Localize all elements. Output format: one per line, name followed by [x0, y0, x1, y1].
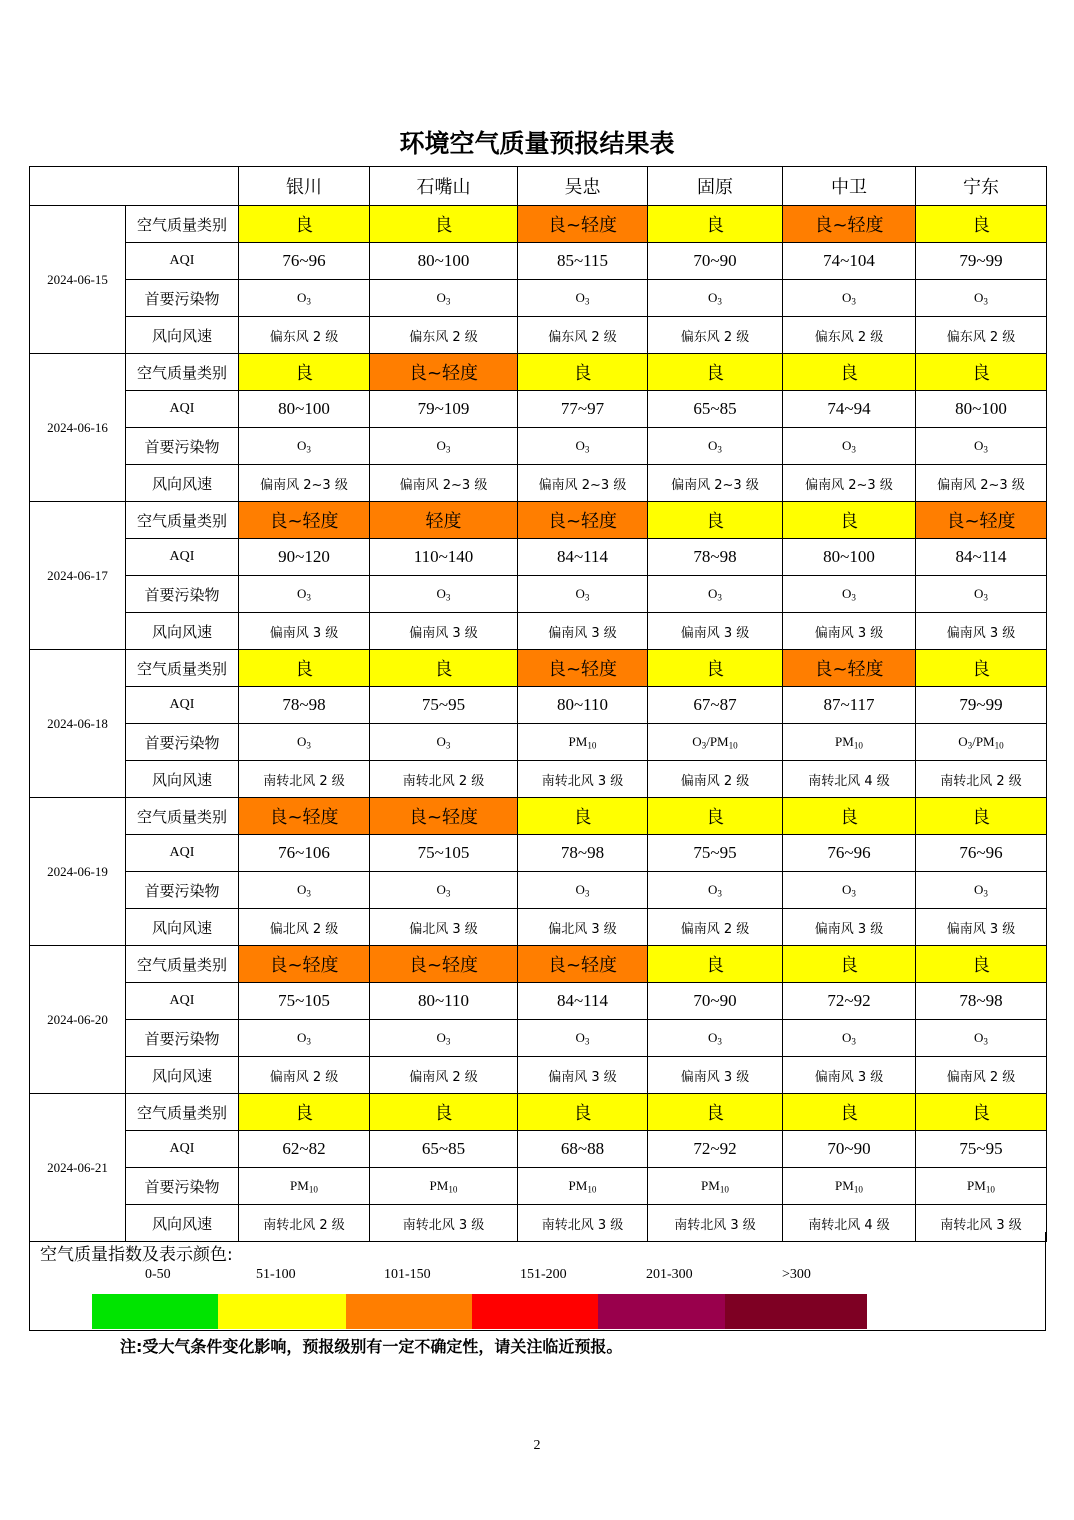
pollutant-cell: $O_3$: [370, 724, 518, 761]
legend-swatch-maroon: [725, 1294, 867, 1329]
pollutant-cell: $O_3$: [783, 280, 916, 317]
forecast-row-pollutant: [30, 428, 1047, 465]
row-label-aqi: AQI: [126, 391, 239, 428]
forecast-row-category: [30, 206, 1047, 243]
wind-cell: 偏南风 2~3 级: [518, 465, 648, 502]
pollutant-cell: $O_3$: [370, 1020, 518, 1057]
row-label-aqi: AQI: [126, 835, 239, 872]
forecast-row-aqi: [30, 687, 1047, 724]
wind-cell: 偏东风 2 级: [518, 317, 648, 354]
pollutant-cell: $O_3$: [239, 576, 370, 613]
wind-cell: 南转北风 3 级: [648, 1205, 783, 1242]
pollutant-cell: $PM_{10}$: [783, 1168, 916, 1205]
legend-swatch-yellow: [218, 1294, 346, 1329]
wind-cell: 偏南风 3 级: [916, 613, 1047, 650]
aqi-cell: 79~99: [916, 243, 1047, 280]
forecast-row-category: [30, 650, 1047, 687]
header-row: [30, 167, 1047, 206]
forecast-note: 注:受大气条件变化影响，预报级别有一定不确定性，请关注临近预报。: [120, 1337, 623, 1356]
aqi-cell: 85~115: [518, 243, 648, 280]
wind-cell: 南转北风 2 级: [239, 1205, 370, 1242]
wind-cell: 南转北风 4 级: [783, 1205, 916, 1242]
aqi-cell: 80~110: [518, 687, 648, 724]
wind-cell: 偏南风 3 级: [518, 1057, 648, 1094]
wind-cell: 偏南风 2~3 级: [239, 465, 370, 502]
forecast-row-aqi: [30, 835, 1047, 872]
wind-cell: 南转北风 3 级: [916, 1205, 1047, 1242]
forecast-row-wind: [30, 761, 1047, 798]
aqi-cell: 75~105: [239, 983, 370, 1020]
city-header: 银川: [239, 167, 370, 206]
aqi-cell: 80~100: [916, 391, 1047, 428]
row-label-category: 空气质量类别: [126, 502, 239, 539]
category-cell: 良~轻度: [370, 354, 518, 391]
wind-cell: 偏南风 3 级: [783, 1057, 916, 1094]
category-cell: 良: [239, 354, 370, 391]
forecast-row-category: [30, 502, 1047, 539]
forecast-row-pollutant: [30, 576, 1047, 613]
aqi-cell: 80~100: [783, 539, 916, 576]
pollutant-cell: $PM_{10}$: [370, 1168, 518, 1205]
header-corner-cell: [30, 167, 239, 206]
category-cell: 良: [648, 946, 783, 983]
wind-cell: 南转北风 2 级: [239, 761, 370, 798]
pollutant-cell: $PM_{10}$: [518, 724, 648, 761]
date-cell: 2024-06-20: [30, 946, 126, 1094]
aqi-cell: 70~90: [648, 983, 783, 1020]
row-label-pollutant: 首要污染物: [126, 872, 239, 909]
category-cell: 良~轻度: [783, 650, 916, 687]
category-cell: 良: [783, 946, 916, 983]
category-cell: 良~轻度: [370, 946, 518, 983]
pollutant-cell: $PM_{10}$: [239, 1168, 370, 1205]
aqi-cell: 84~114: [518, 539, 648, 576]
row-label-category: 空气质量类别: [126, 798, 239, 835]
legend-swatch-orange: [346, 1294, 472, 1329]
aqi-color-legend: [29, 1232, 1046, 1331]
category-cell: 良: [783, 354, 916, 391]
aqi-cell: 76~96: [916, 835, 1047, 872]
date-cell: 2024-06-19: [30, 798, 126, 946]
wind-cell: 南转北风 3 级: [518, 1205, 648, 1242]
pollutant-cell: $O_3$: [916, 280, 1047, 317]
forecast-row-wind: [30, 317, 1047, 354]
wind-cell: 偏南风 2~3 级: [648, 465, 783, 502]
pollutant-cell: $O_3$: [783, 576, 916, 613]
category-cell: 良: [648, 354, 783, 391]
aqi-cell: 74~104: [783, 243, 916, 280]
aqi-cell: 76~96: [783, 835, 916, 872]
wind-cell: 偏南风 3 级: [648, 1057, 783, 1094]
aqi-cell: 110~140: [370, 539, 518, 576]
pollutant-cell: $O_3$: [370, 280, 518, 317]
wind-cell: 偏南风 3 级: [518, 613, 648, 650]
forecast-row-wind: [30, 613, 1047, 650]
aqi-cell: 72~92: [648, 1131, 783, 1168]
category-cell: 良: [648, 502, 783, 539]
category-cell: 良~轻度: [518, 946, 648, 983]
wind-cell: 南转北风 3 级: [370, 1205, 518, 1242]
page-number: 2: [533, 1438, 541, 1453]
row-label-category: 空气质量类别: [126, 650, 239, 687]
aqi-cell: 84~114: [916, 539, 1047, 576]
category-cell: 良: [239, 1094, 370, 1131]
pollutant-cell: $O_3$: [648, 872, 783, 909]
legend-swatch-purple: [598, 1294, 725, 1329]
category-cell: 良: [370, 1094, 518, 1131]
aqi-cell: 78~98: [518, 835, 648, 872]
wind-cell: 偏南风 3 级: [370, 613, 518, 650]
category-cell: 良: [916, 798, 1047, 835]
row-label-category: 空气质量类别: [126, 1094, 239, 1131]
pollutant-cell: $O_3/PM_{10}$: [648, 724, 783, 761]
aqi-cell: 80~110: [370, 983, 518, 1020]
forecast-row-wind: [30, 465, 1047, 502]
row-label-category: 空气质量类别: [126, 946, 239, 983]
category-cell: 良~轻度: [783, 206, 916, 243]
pollutant-cell: $O_3$: [239, 280, 370, 317]
forecast-row-category: [30, 946, 1047, 983]
wind-cell: 偏南风 3 级: [648, 613, 783, 650]
pollutant-cell: $O_3$: [239, 724, 370, 761]
wind-cell: 偏北风 3 级: [518, 909, 648, 946]
wind-cell: 偏南风 3 级: [239, 613, 370, 650]
category-cell: 良: [783, 1094, 916, 1131]
pollutant-cell: $PM_{10}$: [783, 724, 916, 761]
category-cell: 良~轻度: [518, 206, 648, 243]
forecast-row-aqi: [30, 539, 1047, 576]
pollutant-cell: $O_3$: [370, 872, 518, 909]
category-cell: 良: [916, 946, 1047, 983]
category-cell: 良~轻度: [518, 650, 648, 687]
category-cell: 良~轻度: [239, 946, 370, 983]
category-cell: 良: [916, 354, 1047, 391]
pollutant-cell: $O_3$: [648, 576, 783, 613]
aqi-cell: 76~96: [239, 243, 370, 280]
aqi-cell: 75~105: [370, 835, 518, 872]
category-cell: 良: [239, 650, 370, 687]
wind-cell: 偏东风 2 级: [916, 317, 1047, 354]
row-label-aqi: AQI: [126, 243, 239, 280]
row-label-aqi: AQI: [126, 687, 239, 724]
row-label-pollutant: 首要污染物: [126, 280, 239, 317]
category-cell: 良: [648, 206, 783, 243]
category-cell: 良: [518, 798, 648, 835]
category-cell: 良: [370, 206, 518, 243]
wind-cell: 偏东风 2 级: [370, 317, 518, 354]
aqi-cell: 76~106: [239, 835, 370, 872]
category-cell: 良: [370, 650, 518, 687]
category-cell: 良: [518, 354, 648, 391]
category-cell: 轻度: [370, 502, 518, 539]
row-label-pollutant: 首要污染物: [126, 1168, 239, 1205]
row-label-aqi: AQI: [126, 539, 239, 576]
city-header: 固原: [648, 167, 783, 206]
wind-cell: 偏东风 2 级: [783, 317, 916, 354]
wind-cell: 南转北风 4 级: [783, 761, 916, 798]
category-cell: 良~轻度: [916, 502, 1047, 539]
forecast-row-category: [30, 354, 1047, 391]
legend-range-label: 151-200: [520, 1267, 567, 1282]
pollutant-cell: $O_3$: [916, 428, 1047, 465]
aqi-cell: 75~95: [916, 1131, 1047, 1168]
forecast-row-category: [30, 798, 1047, 835]
aqi-cell: 68~88: [518, 1131, 648, 1168]
wind-cell: 偏北风 2 级: [239, 909, 370, 946]
pollutant-cell: $O_3$: [648, 280, 783, 317]
wind-cell: 偏南风 2~3 级: [916, 465, 1047, 502]
pollutant-cell: $O_3$: [518, 576, 648, 613]
city-header: 宁东: [916, 167, 1047, 206]
aqi-cell: 80~100: [370, 243, 518, 280]
row-label-pollutant: 首要污染物: [126, 428, 239, 465]
category-cell: 良~轻度: [239, 798, 370, 835]
wind-cell: 南转北风 2 级: [370, 761, 518, 798]
pollutant-cell: $O_3$: [916, 872, 1047, 909]
wind-cell: 偏南风 3 级: [916, 909, 1047, 946]
aqi-cell: 78~98: [648, 539, 783, 576]
wind-cell: 偏南风 2 级: [916, 1057, 1047, 1094]
category-cell: 良: [783, 502, 916, 539]
forecast-row-wind: [30, 909, 1047, 946]
aqi-cell: 70~90: [783, 1131, 916, 1168]
row-label-category: 空气质量类别: [126, 354, 239, 391]
legend-swatch-green: [92, 1294, 218, 1329]
pollutant-cell: $O_3$: [239, 428, 370, 465]
pollutant-cell: $O_3$: [783, 428, 916, 465]
forecast-row-aqi: [30, 983, 1047, 1020]
wind-cell: 偏南风 3 级: [783, 613, 916, 650]
wind-cell: 偏南风 3 级: [783, 909, 916, 946]
forecast-row-aqi: [30, 243, 1047, 280]
legend-range-label: 0-50: [145, 1267, 171, 1282]
row-label-pollutant: 首要污染物: [126, 1020, 239, 1057]
category-cell: 良: [239, 206, 370, 243]
pollutant-cell: $O_3$: [916, 1020, 1047, 1057]
forecast-row-pollutant: [30, 1020, 1047, 1057]
category-cell: 良: [648, 798, 783, 835]
date-cell: 2024-06-16: [30, 354, 126, 502]
aqi-cell: 72~92: [783, 983, 916, 1020]
category-cell: 良: [518, 1094, 648, 1131]
forecast-row-pollutant: [30, 872, 1047, 909]
aqi-cell: 70~90: [648, 243, 783, 280]
wind-cell: 偏南风 2~3 级: [783, 465, 916, 502]
category-cell: 良~轻度: [370, 798, 518, 835]
wind-cell: 偏东风 2 级: [239, 317, 370, 354]
wind-cell: 偏南风 2 级: [239, 1057, 370, 1094]
wind-cell: 偏南风 2 级: [648, 909, 783, 946]
row-label-wind: 风向风速: [126, 317, 239, 354]
pollutant-cell: $O_3$: [518, 280, 648, 317]
row-label-wind: 风向风速: [126, 465, 239, 502]
forecast-row-pollutant: [30, 280, 1047, 317]
aqi-cell: 78~98: [239, 687, 370, 724]
aqi-cell: 90~120: [239, 539, 370, 576]
legend-range-label: >300: [782, 1267, 811, 1282]
row-label-aqi: AQI: [126, 1131, 239, 1168]
legend-swatch-red: [472, 1294, 598, 1329]
date-cell: 2024-06-17: [30, 502, 126, 650]
legend-range-label: 101-150: [384, 1267, 431, 1282]
aqi-cell: 77~97: [518, 391, 648, 428]
wind-cell: 偏东风 2 级: [648, 317, 783, 354]
forecast-row-aqi: [30, 1131, 1047, 1168]
aqi-cell: 62~82: [239, 1131, 370, 1168]
aqi-cell: 74~94: [783, 391, 916, 428]
row-label-pollutant: 首要污染物: [126, 724, 239, 761]
category-cell: 良~轻度: [239, 502, 370, 539]
category-cell: 良: [916, 1094, 1047, 1131]
category-cell: 良: [916, 206, 1047, 243]
pollutant-cell: $O_3$: [783, 1020, 916, 1057]
row-label-wind: 风向风速: [126, 909, 239, 946]
wind-cell: 偏北风 3 级: [370, 909, 518, 946]
pollutant-cell: $O_3$: [239, 1020, 370, 1057]
pollutant-cell: $O_3/PM_{10}$: [916, 724, 1047, 761]
forecast-row-category: [30, 1094, 1047, 1131]
forecast-row-pollutant: [30, 724, 1047, 761]
pollutant-cell: $O_3$: [239, 872, 370, 909]
pollutant-cell: $PM_{10}$: [648, 1168, 783, 1205]
pollutant-cell: $O_3$: [648, 428, 783, 465]
row-label-category: 空气质量类别: [126, 206, 239, 243]
city-header: 石嘴山: [370, 167, 518, 206]
category-cell: 良: [648, 1094, 783, 1131]
forecast-table: [29, 166, 1047, 1242]
row-label-wind: 风向风速: [126, 1205, 239, 1242]
pollutant-cell: $O_3$: [518, 872, 648, 909]
aqi-cell: 79~109: [370, 391, 518, 428]
pollutant-cell: $O_3$: [518, 1020, 648, 1057]
legend-range-label: 51-100: [256, 1267, 296, 1282]
aqi-cell: 65~85: [370, 1131, 518, 1168]
pollutant-cell: $O_3$: [370, 576, 518, 613]
row-label-wind: 风向风速: [126, 1057, 239, 1094]
legend-title: 空气质量指数及表示颜色:: [40, 1245, 233, 1265]
aqi-cell: 79~99: [916, 687, 1047, 724]
page-title: 环境空气质量预报结果表: [399, 129, 675, 158]
wind-cell: 南转北风 3 级: [518, 761, 648, 798]
pollutant-cell: $O_3$: [370, 428, 518, 465]
aqi-cell: 75~95: [648, 835, 783, 872]
aqi-cell: 78~98: [916, 983, 1047, 1020]
wind-cell: 南转北风 2 级: [916, 761, 1047, 798]
date-cell: 2024-06-18: [30, 650, 126, 798]
city-header: 中卫: [783, 167, 916, 206]
forecast-row-pollutant: [30, 1168, 1047, 1205]
category-cell: 良: [916, 650, 1047, 687]
category-cell: 良: [648, 650, 783, 687]
date-cell: 2024-06-15: [30, 206, 126, 354]
category-cell: 良: [783, 798, 916, 835]
aqi-cell: 67~87: [648, 687, 783, 724]
row-label-wind: 风向风速: [126, 761, 239, 798]
pollutant-cell: $PM_{10}$: [916, 1168, 1047, 1205]
pollutant-cell: $O_3$: [648, 1020, 783, 1057]
city-header: 吴忠: [518, 167, 648, 206]
aqi-cell: 87~117: [783, 687, 916, 724]
wind-cell: 偏南风 2 级: [370, 1057, 518, 1094]
aqi-cell: 75~95: [370, 687, 518, 724]
wind-cell: 偏南风 2~3 级: [370, 465, 518, 502]
aqi-cell: 80~100: [239, 391, 370, 428]
row-label-wind: 风向风速: [126, 613, 239, 650]
forecast-row-aqi: [30, 391, 1047, 428]
pollutant-cell: $O_3$: [518, 428, 648, 465]
row-label-aqi: AQI: [126, 983, 239, 1020]
forecast-row-wind: [30, 1057, 1047, 1094]
pollutant-cell: $O_3$: [916, 576, 1047, 613]
row-label-pollutant: 首要污染物: [126, 576, 239, 613]
legend-range-label: 201-300: [646, 1267, 693, 1282]
pollutant-cell: $O_3$: [783, 872, 916, 909]
date-cell: 2024-06-21: [30, 1094, 126, 1242]
aqi-cell: 65~85: [648, 391, 783, 428]
wind-cell: 偏南风 2 级: [648, 761, 783, 798]
pollutant-cell: $PM_{10}$: [518, 1168, 648, 1205]
aqi-cell: 84~114: [518, 983, 648, 1020]
category-cell: 良~轻度: [518, 502, 648, 539]
